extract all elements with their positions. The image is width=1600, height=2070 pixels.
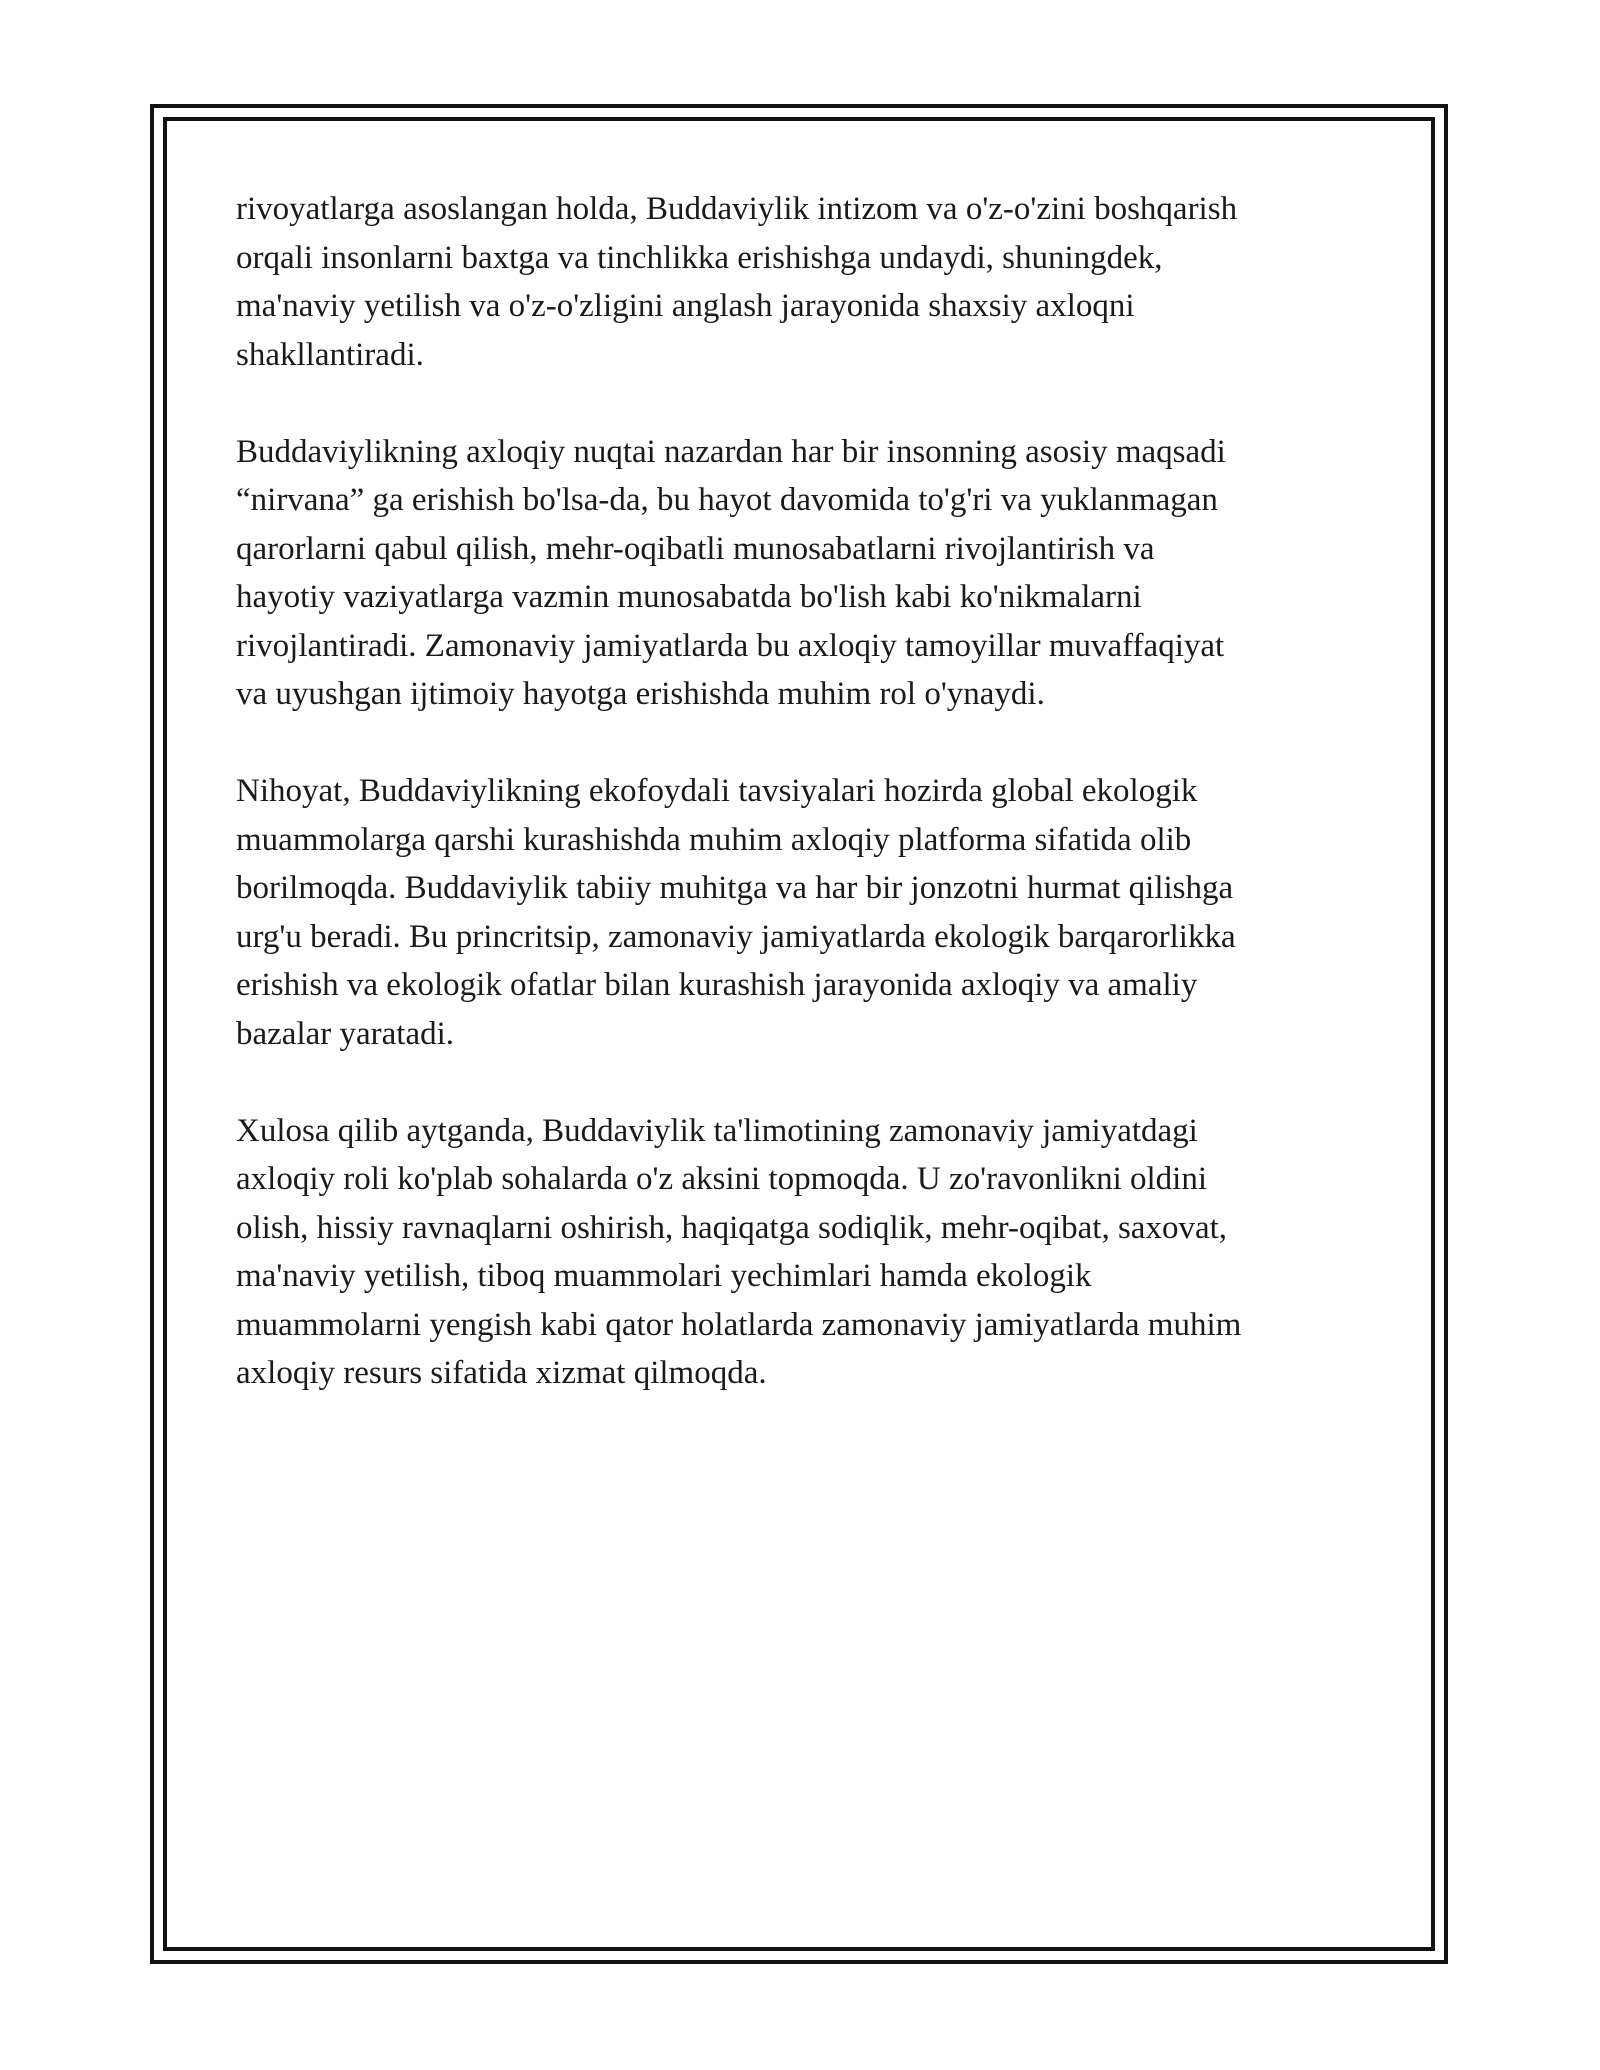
text-line: erishish va ekologik ofatlar bilan kurashish jarayonida axloqiy va amaliy [236,967,1198,1003]
document-body [236,185,1366,1446]
text-line: ma'naviy yetilish, tiboq muammolari yechimlari hamda ekologik [236,1258,1092,1294]
text-line: qarorlarni qabul qilish, mehr-oqibatli munosabatlarni rivojlantirish va [236,530,1155,567]
text-line: ma'naviy yetilish va o'z-o'zligini anglash jarayonida shaxsiy axloqni [236,288,1135,324]
text-line: shakllantiradi. [236,336,424,373]
text-line: borilmoqda. Buddaviylik tabiiy muhitga va har bir jonzotni hurmat qilishga [236,870,1234,906]
text-line: rivoyatlarga asoslangan holda, Buddaviylik intizom va o'z-o'zini boshqarish [236,191,1238,227]
paragraph-4 [236,1107,1366,1398]
text-line: axloqiy resurs sifatida xizmat qilmoqda. [236,1355,767,1391]
text-line: hayotiy vaziyatlarga vazmin munosabatda bo'lish kabi ko'nikmalarni [236,579,1142,615]
text-line: orqali insonlarni baxtga va tinchlikka erishishga undaydi, shuningdek, [236,239,1163,276]
paragraph-3 [236,767,1366,1058]
paragraph-2 [236,428,1366,719]
text-line: va uyushgan ijtimoiy hayotga erishishda muhim rol o'ynaydi. [236,676,1045,712]
text-line: muammolarni yengish kabi qator holatlarda zamonaviy jamiyatlarda muhim [236,1306,1242,1343]
text-line: urg'u beradi. Bu princritsip, zamonaviy jamiyatlarda ekologik barqarorlikka [236,918,1236,955]
text-line: axloqiy roli ko'plab sohalarda o'z aksini topmoqda. U zo'ravonlikni oldini [236,1161,1207,1197]
text-line: “nirvana” ga erishish bo'lsa-da, bu hayot davomida to'g'ri va yuklanmagan [236,482,1218,518]
paragraph-1 [236,185,1366,379]
text-line: Xulosa qilib aytganda, Buddaviylik ta'limotining zamonaviy jamiyatdagi [236,1112,1198,1149]
text-line: olish, hissiy ravnaqlarni oshirish, haqiqatga sodiqlik, mehr-oqibat, saxovat, [236,1209,1228,1246]
text-line: bazalar yaratadi. [236,1015,455,1052]
text-line: Nihoyat, Buddaviylikning ekofoydali tavsiyalari hozirda global ekologik [236,773,1198,809]
text-line: Buddaviylikning axloqiy nuqtai nazardan har bir insonning asosiy maqsadi [236,433,1226,470]
text-line: rivojlantiradi. Zamonaviy jamiyatlarda bu axloqiy tamoyillar muvaffaqiyat [236,627,1225,664]
text-line: muammolarga qarshi kurashishda muhim axloqiy platforma sifatida olib [236,821,1192,858]
